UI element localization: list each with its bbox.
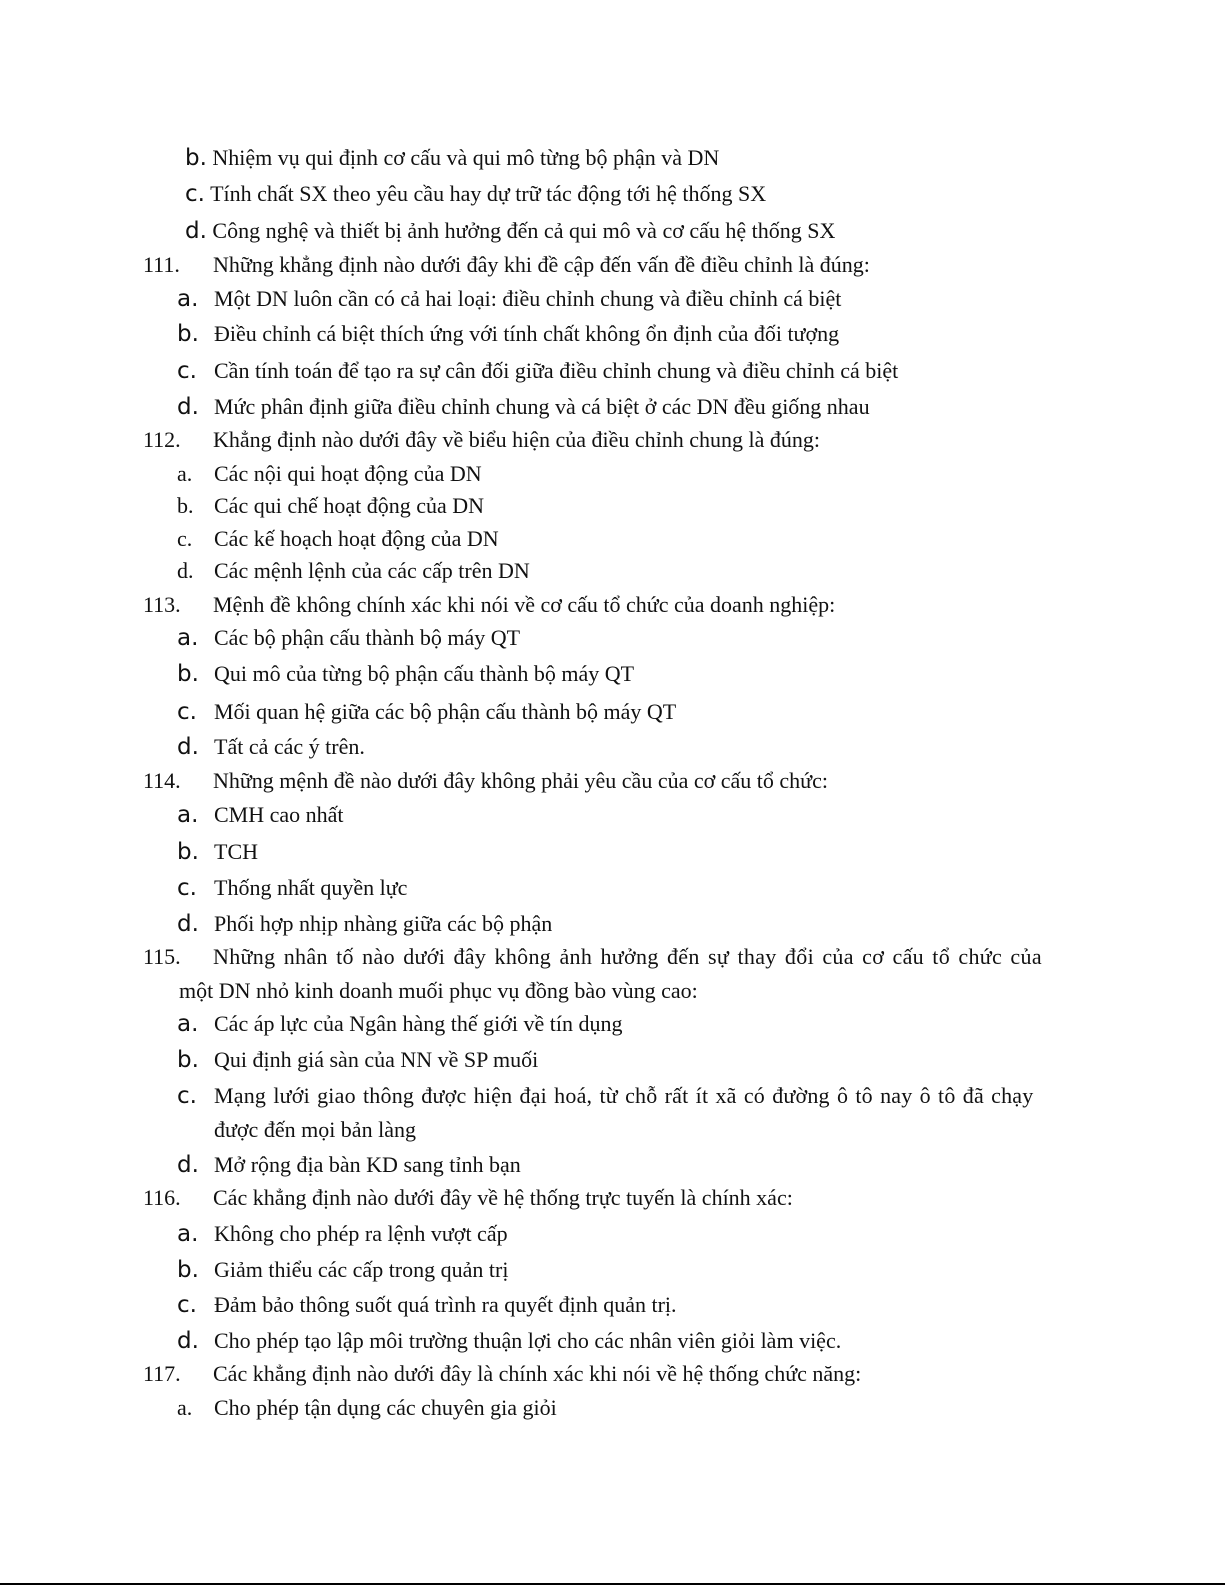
q112-option-d (177, 556, 530, 586)
q111-option-d (177, 392, 870, 422)
question-number: 112. (143, 427, 181, 452)
option-text: Các qui chế hoạt động của DN (214, 493, 485, 518)
option-text: Mối quan hệ giữa các bộ phận cấu thành bộ máy QT (214, 699, 677, 724)
option-letter: c. (185, 181, 205, 207)
option-text: CMH cao nhất (214, 802, 344, 827)
q116-option-b (177, 1255, 508, 1285)
option-letter: a. (177, 286, 199, 312)
q117-option-a (177, 1393, 557, 1423)
option-text: Các kế hoạch hoạt động của DN (214, 526, 499, 551)
option-text: Qui định giá sàn của NN về SP muối (214, 1047, 539, 1072)
q111-option-b (177, 319, 839, 349)
q113-option-b (177, 659, 634, 689)
option-letter: b. (177, 493, 194, 518)
q116-option-a (177, 1219, 508, 1249)
option-text: Mở rộng địa bàn KD sang tỉnh bạn (214, 1152, 521, 1177)
question-text: Những khẳng định nào dưới đây khi đề cập đến vấn đề điều chỉnh là đúng: (213, 252, 870, 277)
option-letter: c. (177, 526, 193, 551)
question-number: 116. (143, 1185, 181, 1210)
option-text: Một DN luôn cần có cả hai loại: điều chỉnh chung và điều chỉnh cá biệt (214, 286, 842, 311)
question-111 (143, 250, 870, 280)
question-112 (143, 425, 820, 455)
q115-option-d (177, 1150, 521, 1180)
option-text: Thống nhất quyền lực (214, 875, 408, 900)
option-text: Đảm bảo thông suốt quá trình ra quyết định quản trị. (214, 1292, 677, 1317)
option-letter: b. (177, 321, 199, 347)
option-letter: d. (177, 558, 194, 583)
option-letter: a. (177, 1011, 199, 1037)
option-letter: c. (177, 699, 197, 725)
question-number: 115. (143, 944, 181, 969)
option-text: Tính chất SX theo yêu cầu hay dự trữ tác động tới hệ thống SX (210, 181, 767, 206)
option-letter: d. (177, 911, 199, 937)
option-text: Các nội qui hoạt động của DN (214, 461, 482, 486)
option-letter: b. (185, 145, 207, 171)
option-letter: a. (177, 625, 199, 651)
option-letter: c. (177, 358, 197, 384)
option-letter: a. (177, 461, 193, 486)
question-115-continuation (179, 976, 698, 1006)
option-letter: c. (177, 1083, 197, 1109)
question-text: Những mệnh đề nào dưới đây không phải yêu cầu của cơ cấu tổ chức: (213, 768, 828, 793)
q112-option-b (177, 491, 484, 521)
option-text: Các mệnh lệnh của các cấp trên DN (214, 558, 530, 583)
q115-option-c-continuation (214, 1115, 416, 1145)
q115-option-b (177, 1045, 538, 1075)
question-text: Các khẳng định nào dưới đây về hệ thống trực tuyến là chính xác: (213, 1185, 793, 1210)
question-113 (143, 590, 835, 620)
question-115 (143, 942, 1042, 972)
q115-option-c (177, 1081, 1033, 1111)
question-number: 117. (143, 1361, 181, 1386)
option-text: TCH (214, 839, 258, 864)
question-text-line1: Những nhân tố nào dưới đây không ảnh hưởng đến sự thay đổi của cơ cấu tổ chức của (213, 944, 1042, 969)
option-text: Cần tính toán để tạo ra sự cân đối giữa điều chỉnh chung và điều chỉnh cá biệt (214, 358, 899, 383)
option-letter: c. (177, 875, 197, 901)
option-letter: d. (177, 394, 199, 420)
option-text-line1: Mạng lưới giao thông được hiện đại hoá, từ chỗ rất ít xã có đường ô tô nay ô tô đã chạy (214, 1083, 1034, 1108)
q115-option-a (177, 1009, 622, 1039)
q116-option-c (177, 1290, 677, 1320)
option-text: Công nghệ và thiết bị ảnh hưởng đến cả qui mô và cơ cấu hệ thống SX (212, 218, 836, 243)
q111-option-c (177, 356, 898, 386)
option-letter: b. (177, 839, 199, 865)
q113-option-d (177, 732, 365, 762)
question-116 (143, 1183, 793, 1213)
question-114 (143, 766, 828, 796)
question-text: Mệnh đề không chính xác khi nói về cơ cấu tổ chức của doanh nghiệp: (213, 592, 836, 617)
option-text: Cho phép tận dụng các chuyên gia giỏi (214, 1395, 557, 1420)
question-number: 114. (143, 768, 181, 793)
option-letter: a. (177, 1395, 193, 1420)
option-text: Giảm thiểu các cấp trong quản trị (214, 1257, 509, 1282)
option-text: Mức phân định giữa điều chỉnh chung và cá biệt ở các DN đều giống nhau (214, 394, 870, 419)
q111-option-a (177, 284, 841, 314)
question-text: Các khẳng định nào dưới đây là chính xác khi nói về hệ thống chức năng: (213, 1361, 862, 1386)
question-number: 111. (143, 252, 180, 277)
q114-option-b (177, 837, 258, 867)
question-number: 113. (143, 592, 181, 617)
option-letter: c. (177, 1292, 197, 1318)
option-text: Nhiệm vụ qui định cơ cấu và qui mô từng bộ phận và DN (212, 145, 720, 170)
q116-option-d (177, 1326, 841, 1356)
continued-option-d (185, 216, 835, 246)
option-letter: b. (177, 661, 199, 687)
q113-option-a (177, 623, 520, 653)
option-text: Điều chỉnh cá biệt thích ứng với tính chất không ổn định của đối tượng (214, 321, 840, 346)
option-letter: d. (177, 1328, 199, 1354)
option-letter: b. (177, 1047, 199, 1073)
option-letter: a. (177, 1221, 199, 1247)
option-letter: b. (177, 1257, 199, 1283)
q114-option-d (177, 909, 552, 939)
question-117 (143, 1359, 861, 1389)
q113-option-c (177, 697, 676, 727)
option-letter: a. (177, 802, 199, 828)
option-text: Cho phép tạo lập môi trường thuận lợi cho các nhân viên giỏi làm việc. (214, 1328, 842, 1353)
option-letter: d. (185, 218, 207, 244)
option-text: Các áp lực của Ngân hàng thế giới về tín dụng (214, 1011, 623, 1036)
question-text-line2: một DN nhỏ kinh doanh muối phục vụ đồng bào vùng cao: (179, 978, 698, 1003)
continued-option-b (185, 143, 719, 173)
option-text: Các bộ phận cấu thành bộ máy QT (214, 625, 521, 650)
continued-option-c (185, 179, 766, 209)
q112-option-a (177, 459, 482, 489)
question-text: Khẳng định nào dưới đây về biểu hiện của điều chỉnh chung là đúng: (213, 427, 821, 452)
option-text: Tất cả các ý trên. (214, 734, 365, 759)
option-text: Phối hợp nhịp nhàng giữa các bộ phận (214, 911, 553, 936)
q112-option-c (177, 524, 499, 554)
option-text: Không cho phép ra lệnh vượt cấp (214, 1221, 508, 1246)
q114-option-c (177, 873, 407, 903)
option-letter: d. (177, 1152, 199, 1178)
option-text-line2: được đến mọi bản làng (214, 1117, 416, 1142)
q114-option-a (177, 800, 344, 830)
option-text: Qui mô của từng bộ phận cấu thành bộ máy QT (214, 661, 635, 686)
option-letter: d. (177, 734, 199, 760)
